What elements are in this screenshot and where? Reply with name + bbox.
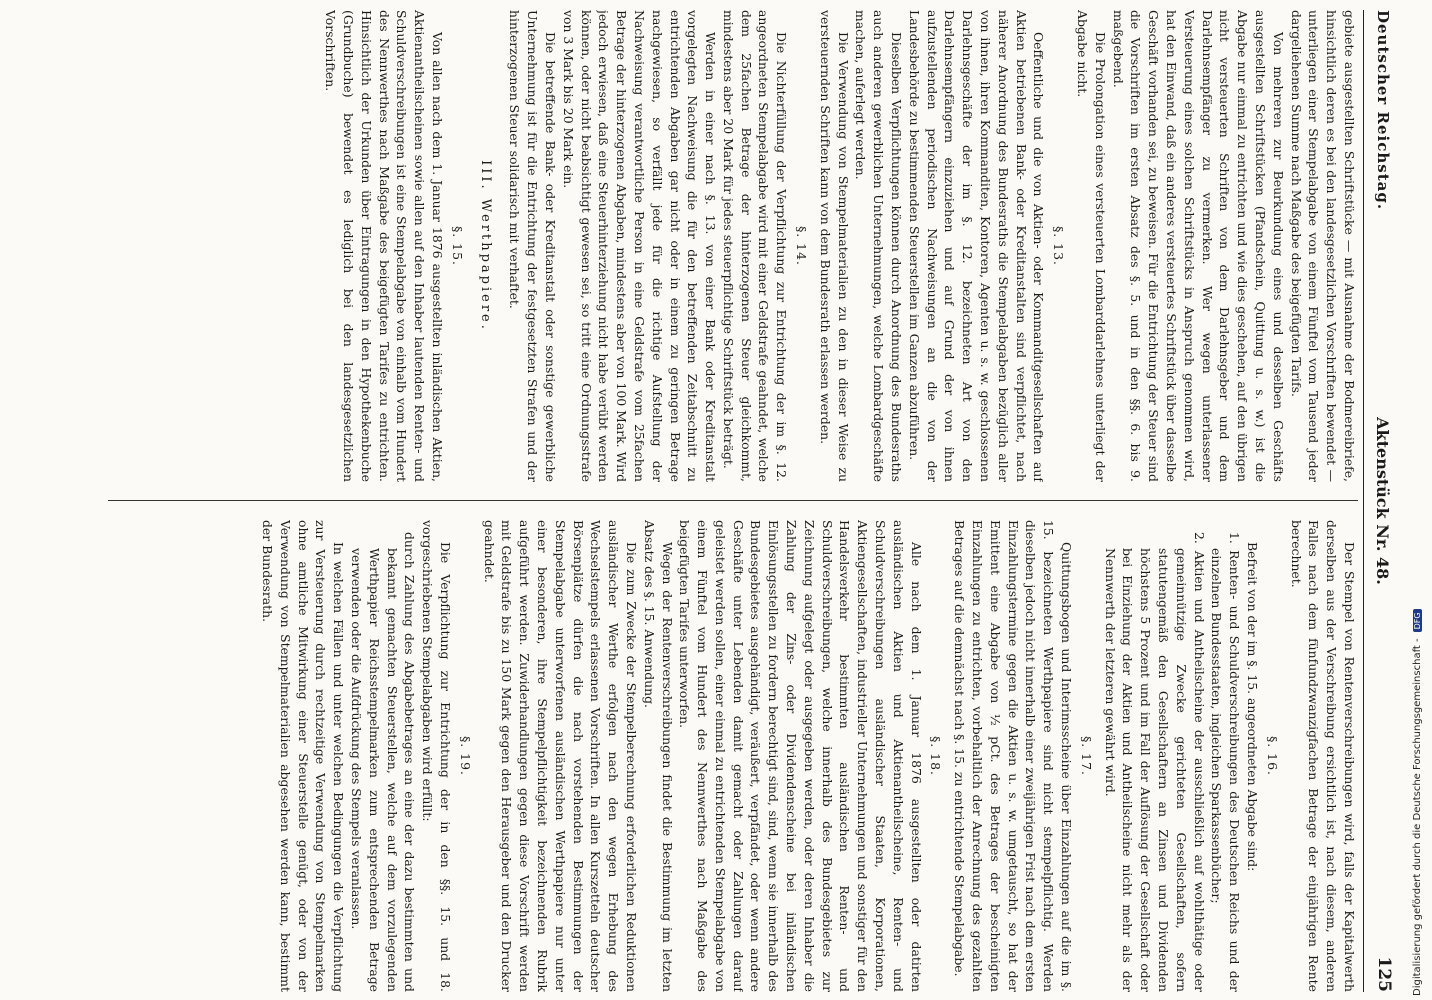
paragraph: Die betreffende Bank- oder Kreditanstalt oder sonstige gewerbliche Unternehmung ist für die Entrichtung der festgesetzten Strafen und der hinterzogenen Steuer solidarisch mit verhaftet. bbox=[507, 10, 558, 482]
credit-text: Digitalisierung gefördert durch die Deutsche Forschungsgemeinschaft - bbox=[1412, 638, 1423, 996]
paragraph: Die Nichterfüllung der Verpflichtung zur Entrichtung der im §. 12. angeordneten Stempelabgabe wird mit einer Geldstrafe geahndet, welche dem 25fachen Betrage der hinterzogenen Steuer gleichkommt, mindestens aber 20 Mark für jedes steuerpflichtige Schriftstück beträgt. bbox=[720, 10, 790, 482]
paragraph: Der Stempel von Rentenverschreibungen wird, falls der Kapitalwerth derselben aus der Verschreibung ersichtlich ist, nach diesem, anderen Falles nach dem fünfundzwanzigfachen Betrage der einjährigen Rente berechnet. bbox=[1288, 520, 1357, 992]
section-heading: §. 15. bbox=[449, 226, 465, 266]
section-heading: §. 18. bbox=[928, 736, 944, 776]
rotated-document-page bbox=[98, 10, 1398, 992]
paragraph: gebiete ausgestellten Schriftstücke — mit Ausnahme der Bodmereibriefe, hinsichtlich deren es bei den landesgesetzlichen Vorschriften bewendet — unterliegen einer Stempelabgabe von einem Fünftel vom Tausend jeder dargeliehenen Summe nach Maßgabe des beigefügten Tarifs. bbox=[1288, 10, 1357, 482]
paragraph: Dieselben Verpflichtungen können durch Anordnung des Bundesraths auch anderen gewerblichen Unternehmungen, welche Lombardgeschäfte machen, auferlegt werden. bbox=[853, 10, 905, 482]
paragraph: Die zum Zwecke der Stempelberechnung erforderlichen Reduktionen ausländischer Werthe erfolgen nach den wegen Erhebung des Wechselstempels erlassenen Vorschriften. In allen Kurszetteln deutscher Börsenplätze dürfen die nach vorstehenden Bestimmungen der Stempelabgabe unterworfenen ausländischen Werthpapiere nur unter einer besonderen, ihre Stempelpflichtigkeit bezeichnenden Rubrik aufgeführt werden. Zuwiderhandlungen gegen diese Vorschrift werden mit Geldstrafe bis zu 150 Mark gegen den Herausgeber und den Drucker geahndet. bbox=[481, 520, 639, 992]
paragraph: Die Prolongation eines versteuerten Lombarddarlehnes unterliegt der Abgabe nicht. bbox=[1075, 10, 1108, 482]
text-columns bbox=[108, 10, 1358, 992]
document-reference: Aktenstück Nr. 48. bbox=[1373, 417, 1392, 585]
page-header bbox=[1363, 10, 1398, 992]
list-item: durch Zahlung des Abgabebetrages an eine der dazu bestimmten und bekannt gemachten Steuerstellen, welche auf dem vorzulegenden Werthpapier Reichsstempelmarken zum entsprechenden Betrage verwenden oder die Aufdrückung des Stempels veranlassen. bbox=[348, 532, 418, 992]
section-heading: §. 19. bbox=[457, 736, 473, 776]
section-heading: §. 17. bbox=[1078, 736, 1094, 776]
left-column bbox=[108, 10, 1358, 482]
dfg-logo: DFG bbox=[1413, 609, 1422, 632]
paragraph: In welchen Fällen und unter welchen Bedingungen die Verpflichtung zur Versteuerung durch rechtzeitige Verwendung von Stempelmarken ohne amtliche Mitwirkung einer Steuerstelle genügt, oder von der Verwendung von Stempelmaterialien abgesehen werden kann, bestimmt der Bundesrath. bbox=[259, 520, 347, 992]
section-heading: §. 13. bbox=[1051, 226, 1067, 266]
paragraph: Quittungsbogen und Interimsscheine über Einzahlungen auf die im §. 15. bezeichneten Werthpapiere sind nicht stempelpflichtig. Werden dieselben jedoch nicht innerhalb einer zweijährigen Frist nach dem ersten Einzahlungstermine gegen die Aktien u. s. w. umgetauscht, so hat der Emittent eine Abgabe von ½ pCt. des Betrages der bescheinigten Einzahlungen zu entrichten, vorbehaltlich der Anrechnung des gezahlten Betrages auf die demnächst nach §. 15. zu entrichtende Stempelabgabe. bbox=[952, 520, 1075, 992]
part-heading: III. Werthpapiere. bbox=[477, 160, 493, 332]
paragraph: Von mehreren zur Beurkundung eines und desselben Geschäfts ausgestellten Schriftstücken (Pfandschein, Quittung u. s. w.) ist die Abgabe nur einmal zu entrichten und wie dies geschehen, auf den übrigen nicht versteuerten Schriften von dem Darlehnsgeber und dem Darlehnsempfänger zu vermerken. Wer wegen unterlassener Versteuerung eines solchen Schriftstücks in Anspruch genommen wird, hat den Einwand, daß ein anderes versteuertes Schriftstück über dasselbe Geschäft vorhanden sei, zu beweisen. Für die Entrichtung der Steuer sind die Vorschriften im ersten Absatz des §. 5. und in den §§. 6. bis 9. maßgebend. bbox=[1110, 10, 1286, 482]
paragraph: Die Verpflichtung zur Entrichtung der in den §§. 15. und 18. vorgeschriebenen Stempelabgaben wird erfüllt: bbox=[420, 520, 453, 992]
column-divider bbox=[108, 500, 1358, 501]
section-heading: §. 14. bbox=[794, 226, 810, 266]
paragraph: Die Verwendung von Stempelmaterialien zu den in dieser Weise zu versteuernden Schriften kann von dem Bundesrath erlassen werden. bbox=[817, 10, 851, 482]
list-item: 2. Aktien und Antheilscheine der ausschließlich auf wohlthätige oder gemeinnützige Zwecke gerichteten Gesellschaften, sofern statutengemäß den Gesellschaftern an Zinsen und Dividenden höchstens 5 Prozent und im Fall der Auflösung der Gesellschaft oder bei Einziehung der Aktien und Antheilscheine nicht mehr als der Nennwerth der letzteren gewährt wird. bbox=[1102, 532, 1207, 992]
right-column bbox=[108, 520, 1358, 992]
paragraph: Befreit von der im §. 15. angeordneten Abgabe sind: bbox=[1245, 542, 1261, 872]
paragraph: Alle nach dem 1. Januar 1876 ausgestellten oder datirten ausländischen Aktien und Aktienantheilscheine, Renten- und Schuldverschreibungen ausländischer Staaten, Korporationen, Aktiengesellschaften, industrieller Unternehmungen und sonstiger für den Handelsverkehr bestimmten ausländischen Renten- und Schuldverschreibungen, welche innerhalb des Bundesgebietes zur Zeichnung aufgelegt oder ausgegeben werden, oder deren Inhaber die Zahlung der Zins- oder Dividendenscheine bei inländischen Einlösungsstellen zu fordern berechtigt sind, sind, wenn sie innerhalb des Bundesgebietes ausgehändigt, veräußert, verpfändet, oder wenn andere Geschäfte unter Lebenden damit gemacht oder Zahlungen darauf geleistet werden sollen, einer einmal zu entrichtenden Stempelabgabe von einem Fünftel vom Hundert des Nennwerthes nach Maßgabe des beigefügten Tarifes unterworfen. bbox=[677, 520, 924, 992]
page-title: Deutscher Reichstag. bbox=[1374, 10, 1392, 211]
page-number: 125 bbox=[1374, 956, 1394, 992]
list-item: 1. Renten- und Schuldverschreibungen des Deutschen Reichs und der einzelnen Bundesstaaten, ingleichen Sparkassenbücher; bbox=[1209, 532, 1243, 992]
section-heading: §. 16. bbox=[1264, 736, 1280, 776]
paragraph: Oeffentliche und die von Aktien- oder Kommanditgesellschaften auf Aktien betriebenen Bank- oder Kreditanstalten sind verpflichtet, nach näherer Anordnung des Bundesraths die Stempelabgaben bezüglich aller von ihnen, ihren Kommanditen, Kontoren, Agenten u. s. w. geschlossenen Darlehnsgeschäfte der im §. 12. bezeichneten Art von den Darlehnsempfängern einzuziehen und auf Grund der von ihnen aufzustellenden periodischen Nachweisungen an die von der Landesbehörde zu bestimmenden Steuerstellen im Ganzen abzuführen. bbox=[906, 10, 1047, 482]
paragraph: Von allen nach dem 1. Januar 1876 ausgestellten inländischen Aktien, Aktienantheilscheinen sowie allen auf den Inhaber lautenden Renten- und Schuldverschreibungen ist eine Stempelabgabe von einhalb vom Hundert des Nennwerthes nach Maßgabe des beigefügten Tarifes zu entrichten. Hinsichtlich der Urkunden über Eintragungen in den Hypothekenbuche (Grundbuche) bewendet es lediglich bei den landesgesetzlichen Vorschriften. bbox=[323, 10, 445, 482]
paragraph: Wegen der Rentenverschreibungen findet die Bestimmung im letzten Absatz des §. 15. Anwendung. bbox=[641, 520, 675, 992]
paragraph: Werden in einer nach §. 13. von einer Bank oder Kreditanstalt vorgelegten Nachweisung die für den betreffenden Zeitabschnitt zu entrichtenden Abgaben gar nicht oder in einem zu geringen Betrage nachgewiesen, so verfällt jede für die richtige Aufstellung der Nachweisung verantwortliche Person in eine Geldstrafe vom 25fachen Betrage der hinterzogenen Abgaben, mindestens aber von 100 Mark. Wird jedoch erwiesen, daß eine Steuerhinterziehung nicht habe verübt werden können, oder nicht beabsichtigt gewesen sei, so tritt eine Ordnungsstrafe von 3 Mark bis 20 Mark ein. bbox=[560, 10, 719, 482]
digitization-credit bbox=[1412, 6, 1423, 996]
